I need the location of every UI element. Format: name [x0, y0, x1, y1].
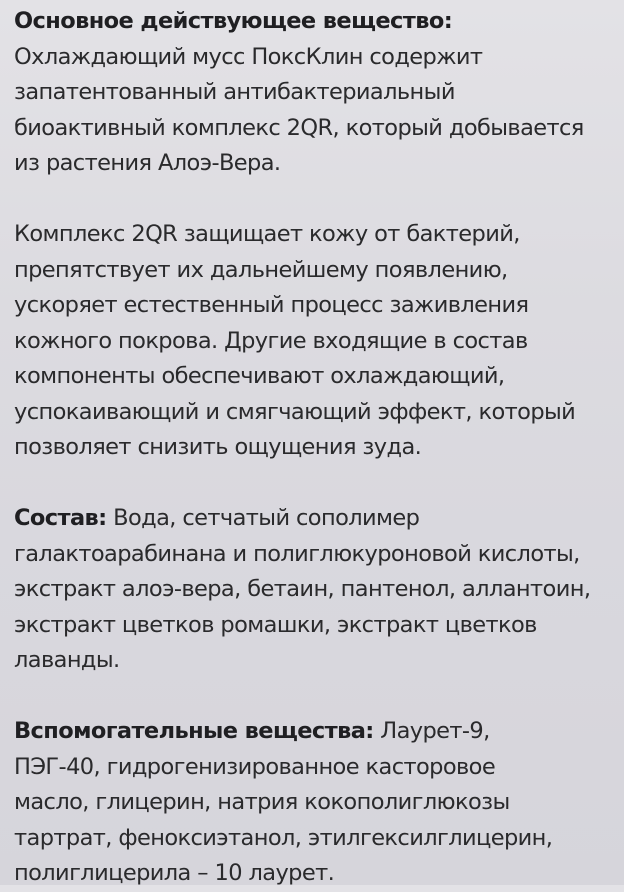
- text-line: из растения Алоэ-Вера.: [14, 150, 281, 176]
- text-line: лаванды.: [14, 647, 120, 673]
- composition-section: [14, 501, 614, 679]
- excipients-first-line: [14, 714, 614, 750]
- excipients-section: [14, 714, 614, 892]
- complex-description-section: [14, 217, 614, 466]
- text-line: тартрат, феноксиэтанол, этилгексилглицерин,: [14, 824, 553, 851]
- composition-first-line-text: Вода, сетчатый сополимер: [106, 505, 420, 531]
- text-line: компоненты обеспечивают охлаждающий,: [14, 363, 505, 389]
- excipients-heading: Вспомогательные вещества:: [14, 718, 374, 744]
- paragraph-spacer: [14, 182, 614, 218]
- text-line: позволяет снизить ощущения зуда.: [14, 434, 422, 460]
- active-ingredient-section: [14, 4, 614, 182]
- paragraph-spacer: [14, 466, 614, 502]
- text-line: биоактивный комплекс 2QR, который добывается: [14, 114, 584, 141]
- paragraph-spacer: [14, 679, 614, 715]
- composition-first-line: [14, 501, 614, 537]
- composition-heading: Состав:: [14, 505, 107, 531]
- text-line: ПЭГ-40, гидрогенизированное касторовое: [14, 753, 496, 780]
- text-line: ускоряет естественный процесс заживления: [14, 292, 529, 318]
- text-line: экстракт цветков ромашки, экстракт цветков: [14, 611, 537, 638]
- text-line: полиглицерила – 10 лаурет.: [14, 860, 335, 886]
- product-description: [14, 4, 614, 892]
- text-line: масло, глицерин, натрия кокополиглюкозы: [14, 789, 510, 815]
- excipients-first-line-text: Лаурет-9,: [373, 718, 490, 744]
- text-line: кожного покрова. Другие входящие в состав: [14, 327, 528, 354]
- active-ingredient-heading: Основное действующее вещество:: [14, 8, 453, 34]
- text-line: препятствует их дальнейшему появлению,: [14, 256, 508, 283]
- text-line: экстракт алоэ-вера, бетаин, пантенол, аллантоин,: [14, 576, 591, 602]
- text-line: Охлаждающий мусс ПоксКлин содержит: [14, 43, 483, 70]
- text-line: галактоарабинана и полиглюкуроновой кислоты,: [14, 540, 580, 567]
- text-line: запатентованный антибактериальный: [14, 79, 455, 105]
- text-line: Комплекс 2QR защищает кожу от бактерий,: [14, 221, 520, 247]
- text-line: успокаивающий и смягчающий эффект, который: [14, 398, 576, 425]
